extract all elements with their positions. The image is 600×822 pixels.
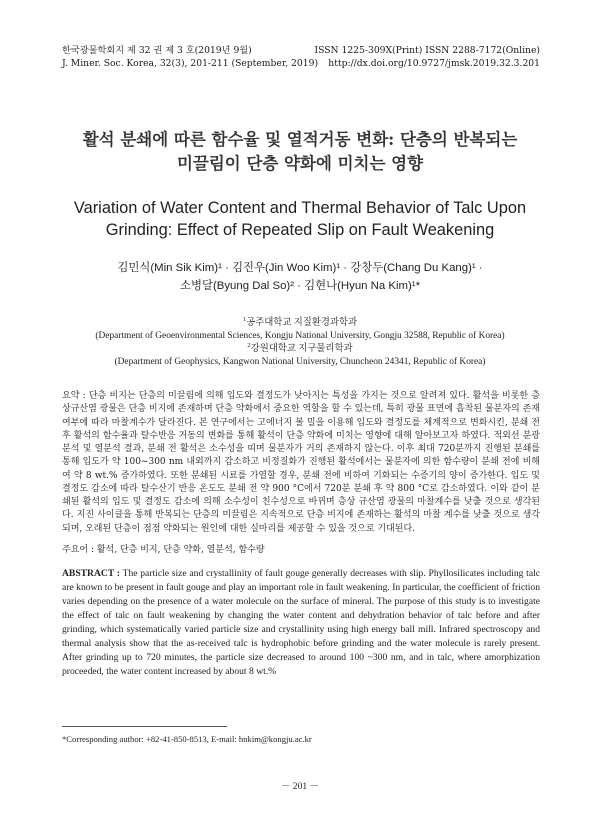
journal-citation-en: J. Miner. Soc. Korea, 32(3), 201-211 (September, 2019) [62, 58, 319, 69]
corresponding-author-footnote: *Corresponding author: +82-41-850-8513, E-mail: hnkim@kongju.ac.kr [62, 734, 312, 744]
keywords-label: 주요어 : [62, 545, 94, 555]
affiliation-2-english: (Department of Geophysics, Kangwon National University, Chuncheon 24341, Republic of Korea) [114, 357, 486, 367]
abstract-korean-label: 요약 : [62, 391, 86, 401]
title-korean-line-1: 활석 분쇄에 따른 함수율 및 열적거동 변화: 단층의 반복되는 [82, 130, 518, 149]
author-line-2: 소병달(Byung Dal So)² · 김현나(Hyun Na Kim)¹* [179, 279, 421, 292]
affiliation-1-mark: 1 [242, 315, 247, 323]
affiliation-1-korean: 공주대학교 지질환경과학과 [246, 318, 358, 328]
keywords-text: 활석, 단층 비지, 단층 약화, 열분석, 함수량 [96, 545, 265, 555]
author-list [40, 260, 560, 295]
footnote-rule [62, 726, 227, 727]
abstract-korean-text: 단층 비지는 단층의 미끌림에 의해 입도와 결정도가 낮아지는 특성을 가지는 것으로 알려져 있다. 활석을 비롯한 층상규산염 광물은 단층 비지에 존재하며 단층 약화에서 중요한 역할을 할 수 있는데, 특히 광물 표면에 흡착된 물분자의 존재 여부에 따라 마찰계수가 달라진다. 본 연구에서는 고에너지 볼 밀을 이용해 입도와 결정도를 체계적으로 변화시킨, 분쇄 전후 활석의 함수율과 탈수반응 거동의 변화를 통해 활석이 단층 약화에 미치는 영향에 대해 알아보고자 하였다. 적외선 분광분석 및 열분석 결과, 분쇄 전 활석은 소수성을 띠며 물분자가 거의 존재하지 않는다. 이후 최대 720분까지 진행된 분쇄를 통해 입도가 약 100~300 nm 내외까지 감소하고 비정질화가 진행된 활석에서는 물분자에 의한 함수량이 분쇄 전에 비해여 약 8 wt.% 증가하였다. 또한 분쇄된 시료를 가열할 경우, 분쇄 전에 비하여 기화되는 수증기의 양이 증가한다. 입도 및 결정도 감소에 따라 탈수산기 반응 온도도 분쇄 전 약 900 °C에서 720분 분쇄 후 약 800 °C로 감소하였다. 이와 같이 분쇄된 활석의 입도 및 결정도 감소에 의해 소수성이 친수성으로 바뀌며 층상 규산염 광물의 마찰계수를 낮출 것으로 생각된다. 지진 사이클을 통해 반복되는 단층의 미끌림은 지속적으로 단층 비지에 존재하는 활석의 마찰 계수를 낮출 것으로 생각되며, 오래된 단층이 점점 약화되는 원인에 대한 실마리를 제공할 수 있을 것으로 기대된다. [62, 391, 541, 534]
journal-name-ko: 한국광물학회지 제 32 권 제 3 호(2019년 9월) [62, 45, 252, 56]
abstract-english-label: ABSTRACT : [62, 568, 121, 579]
title-korean [40, 128, 560, 176]
title-english-line-1: Variation of Water Content and Thermal Behavior of Talc Upon [73, 199, 527, 217]
abstract-korean [62, 390, 540, 536]
abstract-english-text: The particle size and crystallinity of fault gouge generally decreases with slip. Phyllosilicates including talc are known to be present in fault gouge and play an important role in fault weakening. In particular, the coefficient of friction varies depending on the presence of a water molecule on the surface of mineral. The purpose of this study is to investigate the effect of talc on fault weakening by changing the water content and dehydration behavior of talc before and after grinding, which systematically varied particle size and crystallinity using high energy ball mill. Infrared spectroscopy and thermal analysis show that the as-received talc is hydrophobic before grinding and the water molecule is rarely present. After grinding up to 720 minutes, the particle size decreased to around 100 ~300 nm, and in talc, where amorphization proceeded, the water content increased by about 8 wt.% [62, 568, 541, 677]
title-korean-line-2: 미끌림이 단층 약화에 미치는 영향 [176, 154, 424, 173]
affiliation-1-english: (Department of Geoenvironmental Sciences, Kongju National University, Gongju 32588, Republic of Korea) [95, 331, 505, 341]
doi-link[interactable]: http://dx.doi.org/10.9727/jmsk.2019.32.3.201 [328, 58, 540, 69]
title-english-line-2: Grinding: Effect of Repeated Slip on Fault Weakening [105, 221, 495, 239]
author-line-1: 김민식(Min Sik Kim)¹ · 김진우(Jin Woo Kim)¹ · 강창두(Chang Du Kang)¹ · [117, 262, 483, 274]
affiliation-2-mark: 2 [247, 341, 251, 349]
abstract-english [62, 567, 540, 679]
keywords [62, 544, 540, 557]
journal-header [62, 44, 540, 70]
title-english [40, 197, 560, 241]
affiliations [40, 317, 560, 369]
page-number: － 201 － [280, 781, 320, 792]
affiliation-2-korean: 강원대학교 지구물리학과 [250, 344, 353, 354]
issn: ISSN 1225-309X(Print) ISSN 2288-7172(Online) [314, 45, 540, 56]
